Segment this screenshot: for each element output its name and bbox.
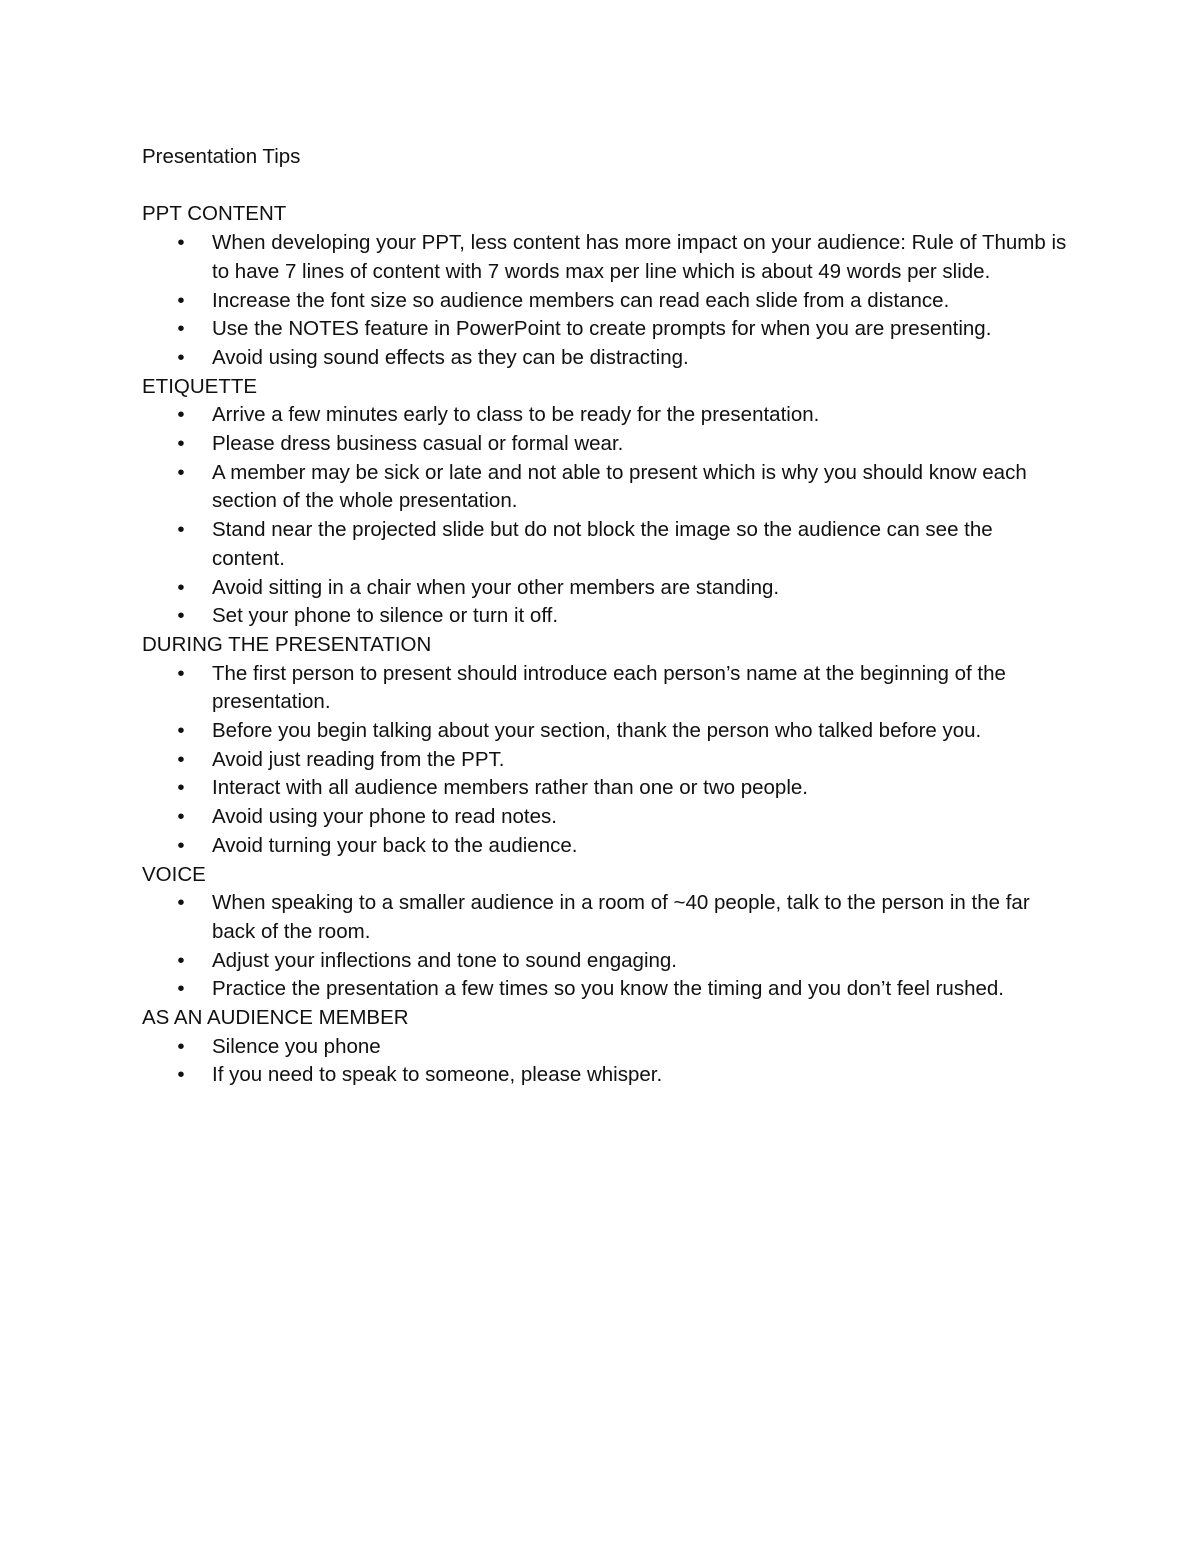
list-item xyxy=(142,401,1067,430)
list-item xyxy=(142,459,1067,516)
section xyxy=(142,1004,1072,1090)
list-item-text: A member may be sick or late and not able to present which is why you should know each section of the whole presentation. xyxy=(212,460,1027,513)
list-item xyxy=(142,430,1067,459)
list-item-text: Avoid just reading from the PPT. xyxy=(212,747,505,771)
bullet-icon: • xyxy=(177,1034,185,1058)
list-item-text: Avoid sitting in a chair when your other members are standing. xyxy=(212,575,780,599)
document-title: Presentation Tips xyxy=(142,145,301,168)
list-item xyxy=(142,975,1067,1004)
list-item-text: When developing your PPT, less content has more impact on your audience: Rule of Thumb is to have 7 lines of content with 7 words max per line which is about 49 words per slide. xyxy=(212,231,1067,283)
bullet-icon: • xyxy=(177,747,185,771)
list-item-text: The first person to present should introduce each person’s name at the beginning of the presentation. xyxy=(212,661,1006,714)
bullet-icon: • xyxy=(177,288,185,312)
bullet-icon: • xyxy=(177,460,185,484)
bullet-list xyxy=(142,1033,1072,1090)
list-item-text: Avoid using your phone to read notes. xyxy=(212,805,557,829)
section xyxy=(142,861,1072,1005)
list-item xyxy=(142,287,1067,316)
bullet-icon: • xyxy=(177,776,185,800)
list-item-text: Stand near the projected slide but do not block the image so the audience can see the content. xyxy=(212,518,993,570)
bullet-icon: • xyxy=(177,604,185,628)
list-item-text: Practice the presentation a few times so you know the timing and you don’t feel rushed. xyxy=(212,977,1004,1001)
section xyxy=(142,373,1072,631)
list-item-text: Interact with all audience members rather than one or two people. xyxy=(212,776,808,800)
list-item-text: If you need to speak to someone, please whisper. xyxy=(212,1063,663,1087)
list-item-text: Avoid turning your back to the audience. xyxy=(212,833,578,857)
list-item-text: Before you begin talking about your section, thank the person who talked before you. xyxy=(212,719,982,743)
list-item xyxy=(142,1061,1067,1090)
bullet-icon: • xyxy=(177,403,185,427)
section-heading: DURING THE PRESENTATION xyxy=(142,632,432,656)
list-item xyxy=(142,602,1067,631)
list-item-text: Avoid using sound effects as they can be distracting. xyxy=(212,345,689,369)
list-item-text: Use the NOTES feature in PowerPoint to create prompts for when you are presenting. xyxy=(212,317,992,341)
list-item xyxy=(142,315,1067,344)
list-item xyxy=(142,574,1067,603)
list-item xyxy=(142,947,1067,976)
list-item xyxy=(142,803,1067,832)
list-item-text: Increase the font size so audience members can read each slide from a distance. xyxy=(212,288,950,312)
bullet-icon: • xyxy=(177,661,185,685)
list-item-text: When speaking to a smaller audience in a room of ~40 people, talk to the person in the far back of the room. xyxy=(212,891,1030,943)
section-heading: AS AN AUDIENCE MEMBER xyxy=(142,1006,409,1030)
list-item-text: Arrive a few minutes early to class to be ready for the presentation. xyxy=(212,403,820,427)
bullet-icon: • xyxy=(177,719,185,743)
bullet-icon: • xyxy=(177,432,185,456)
bullet-icon: • xyxy=(177,345,185,369)
list-item-text: Adjust your inflections and tone to sound engaging. xyxy=(212,948,677,972)
bullet-icon: • xyxy=(177,317,185,341)
list-item xyxy=(142,889,1067,946)
section xyxy=(142,200,1072,372)
bullet-icon: • xyxy=(177,575,185,599)
section xyxy=(142,631,1072,861)
list-item-text: Please dress business casual or formal wear. xyxy=(212,432,624,456)
bullet-list xyxy=(142,889,1072,1004)
bullet-icon: • xyxy=(177,833,185,857)
sections-container xyxy=(142,200,1072,1090)
bullet-icon: • xyxy=(177,1063,185,1087)
bullet-list xyxy=(142,660,1072,861)
list-item-text: Set your phone to silence or turn it off. xyxy=(212,604,559,628)
bullet-icon: • xyxy=(177,977,185,1001)
list-item xyxy=(142,746,1067,775)
list-item xyxy=(142,717,1067,746)
section-heading: ETIQUETTE xyxy=(142,374,258,398)
list-item xyxy=(142,516,1067,573)
bullet-icon: • xyxy=(177,948,185,972)
section-heading: VOICE xyxy=(142,862,206,886)
bullet-list xyxy=(142,229,1072,373)
list-item xyxy=(142,229,1067,286)
bullet-icon: • xyxy=(177,805,185,829)
list-item xyxy=(142,774,1067,803)
bullet-icon: • xyxy=(177,891,185,915)
bullet-icon: • xyxy=(177,518,185,542)
list-item xyxy=(142,344,1067,373)
list-item xyxy=(142,660,1067,717)
list-item-text: Silence you phone xyxy=(212,1034,381,1058)
document-body xyxy=(142,143,1072,1090)
list-item xyxy=(142,832,1067,861)
bullet-list xyxy=(142,401,1072,631)
bullet-icon: • xyxy=(177,231,185,255)
section-heading: PPT CONTENT xyxy=(142,202,287,226)
list-item xyxy=(142,1033,1067,1062)
